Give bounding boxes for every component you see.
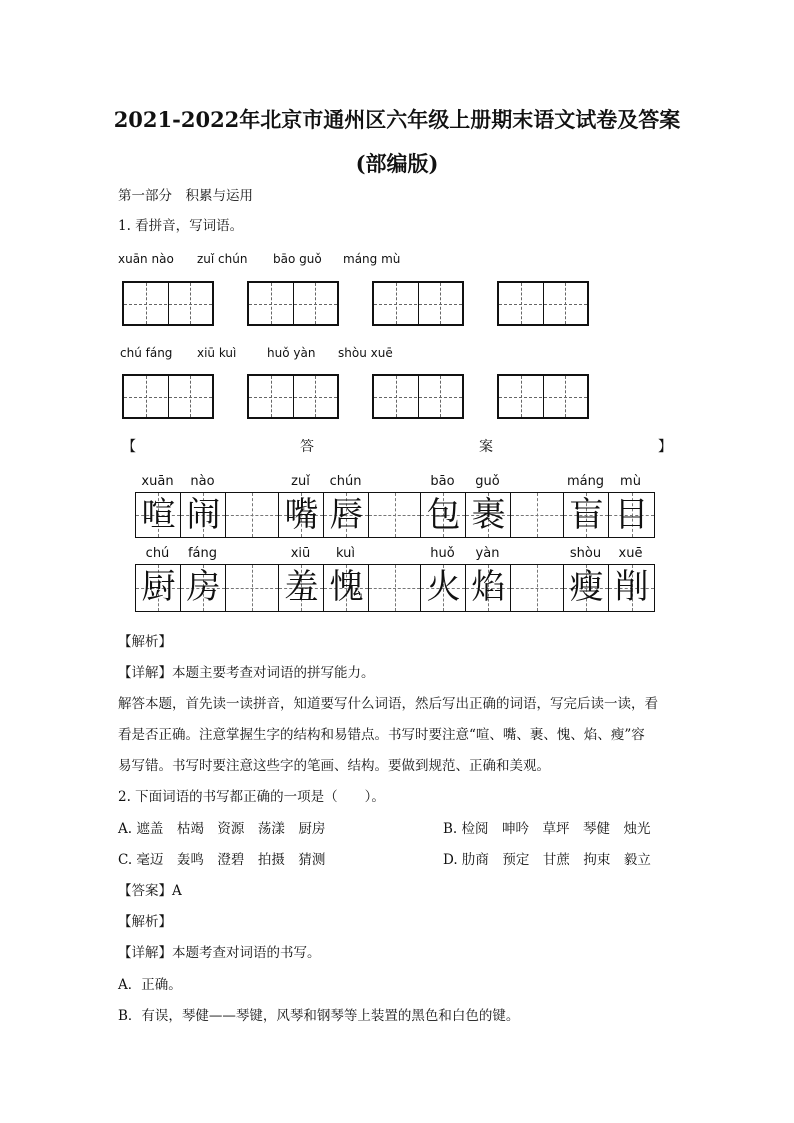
answer-char: 裹: [471, 495, 506, 535]
answer-char: 房: [186, 567, 221, 607]
q1-para-line-1: 解答本题，首先读一读拼音，知道要写什么词语，然后写出正确的词语，写完后读一读，看: [118, 696, 658, 712]
pinyin-huo-yan: huǒ yàn: [267, 346, 316, 360]
page-title: 2021-2022年北京市通州区六年级上册期末语文试卷及答案: [113, 107, 681, 132]
answer-char: 喧: [141, 495, 176, 535]
answer-bracket-left: 【: [122, 439, 136, 455]
q2-analysis-label: 【解析】: [118, 914, 172, 930]
answer-char: 愧: [329, 567, 364, 607]
answer-pinyin: chún: [329, 474, 362, 489]
answer-cell-strip: [135, 564, 655, 612]
answer-pinyin: máng: [566, 474, 605, 489]
q2-detail: 【详解】本题考查对词语的书写。: [118, 945, 321, 961]
answer-pinyin: guǒ: [475, 474, 500, 489]
answer-char: 包: [426, 495, 461, 535]
answer-bracket-right: 】: [658, 439, 672, 455]
answer-char-da: 答: [300, 439, 314, 455]
writing-box[interactable]: [247, 374, 339, 419]
q1-analysis-label: 【解析】: [118, 634, 172, 650]
q2-option-c: C. 毫迈 轰鸣 澄碧 拍摄 猜测: [118, 852, 326, 868]
pinyin-xiu-kui: xiū kuì: [197, 346, 237, 360]
answer-char: 瘦: [569, 567, 604, 607]
answer-char: 目: [614, 495, 649, 535]
page-subtitle: (部编版): [355, 151, 439, 176]
answer-pinyin: shòu: [569, 546, 602, 561]
q2-stem: 2. 下面词语的书写都正确的一项是（ ）。: [118, 789, 385, 805]
writing-box[interactable]: [122, 374, 214, 419]
answer-char: 盲: [569, 495, 604, 535]
answer-pinyin: huǒ: [430, 546, 455, 561]
pinyin-zui-chun: zuǐ chún: [197, 252, 248, 266]
writing-box[interactable]: [497, 281, 589, 326]
answer-char: 火: [426, 567, 461, 607]
q2-option-a: A. 遮盖 枯竭 资源 荡漾 厨房: [118, 821, 326, 837]
pinyin-chu-fang: chú fáng: [120, 346, 173, 360]
part-label: 第一部分 积累与运用: [118, 188, 253, 204]
answer-pinyin: xuān: [141, 474, 174, 489]
answer-pinyin: chú: [145, 546, 170, 561]
answer-char: 唇: [329, 495, 364, 535]
answer-char: 羞: [284, 567, 319, 607]
writing-box[interactable]: [372, 374, 464, 419]
answer-pinyin: fáng: [187, 546, 218, 561]
answer-pinyin: zuǐ: [291, 474, 310, 489]
pinyin-bao-guo: bāo guǒ: [273, 252, 322, 266]
answer-char: 嘴: [284, 495, 319, 535]
answer-grid-row-1: [135, 474, 655, 538]
q1-detail: 【详解】本题主要考查对词语的拼写能力。: [118, 665, 375, 681]
answer-cell-strip: [135, 492, 655, 538]
answer-char: 闹: [186, 495, 221, 535]
answer-pinyin: nào: [190, 474, 215, 489]
answer-grid-row-2: [135, 546, 655, 612]
answer-char: 焰: [471, 567, 506, 607]
q1-stem: 1. 看拼音，写词语。: [118, 218, 244, 234]
answer-pinyin: kuì: [336, 546, 355, 561]
pinyin-xuan-nao: xuān nào: [118, 252, 174, 266]
q2-answer: 【答案】A: [118, 883, 182, 899]
pinyin-mang-mu: máng mù: [343, 252, 401, 266]
answer-pinyin: xiū: [290, 546, 311, 561]
answer-pinyin: mù: [620, 474, 641, 489]
q2-note-a: A．正确。: [118, 977, 182, 993]
answer-pinyin: yàn: [475, 546, 500, 561]
writing-box[interactable]: [247, 281, 339, 326]
q2-option-d: D. 肋商 预定 甘蔗 拘束 毅立: [443, 852, 651, 868]
writing-box[interactable]: [497, 374, 589, 419]
writing-box[interactable]: [122, 281, 214, 326]
q1-para-line-2: 看是否正确。注意掌握生字的结构和易错点。书写时要注意“喧、嘴、裹、愧、焰、瘦”容: [118, 727, 645, 743]
q2-option-b: B. 检阅 呻吟 草坪 琴健 烛光: [443, 821, 651, 837]
answer-char: 厨: [141, 567, 176, 607]
q1-para-line-3: 易写错。书写时要注意这些字的笔画、结构。要做到规范、正确和美观。: [118, 758, 550, 774]
answer-char: 削: [614, 567, 649, 607]
answer-pinyin: xuē: [618, 546, 643, 561]
answer-pinyin: bāo: [430, 474, 455, 489]
writing-box[interactable]: [372, 281, 464, 326]
pinyin-shou-xue: shòu xuē: [338, 346, 393, 360]
q2-note-b: B．有误，琴健——琴键，风琴和钢琴等上装置的黑色和白色的键。: [118, 1008, 520, 1024]
answer-char-an: 案: [479, 439, 493, 455]
